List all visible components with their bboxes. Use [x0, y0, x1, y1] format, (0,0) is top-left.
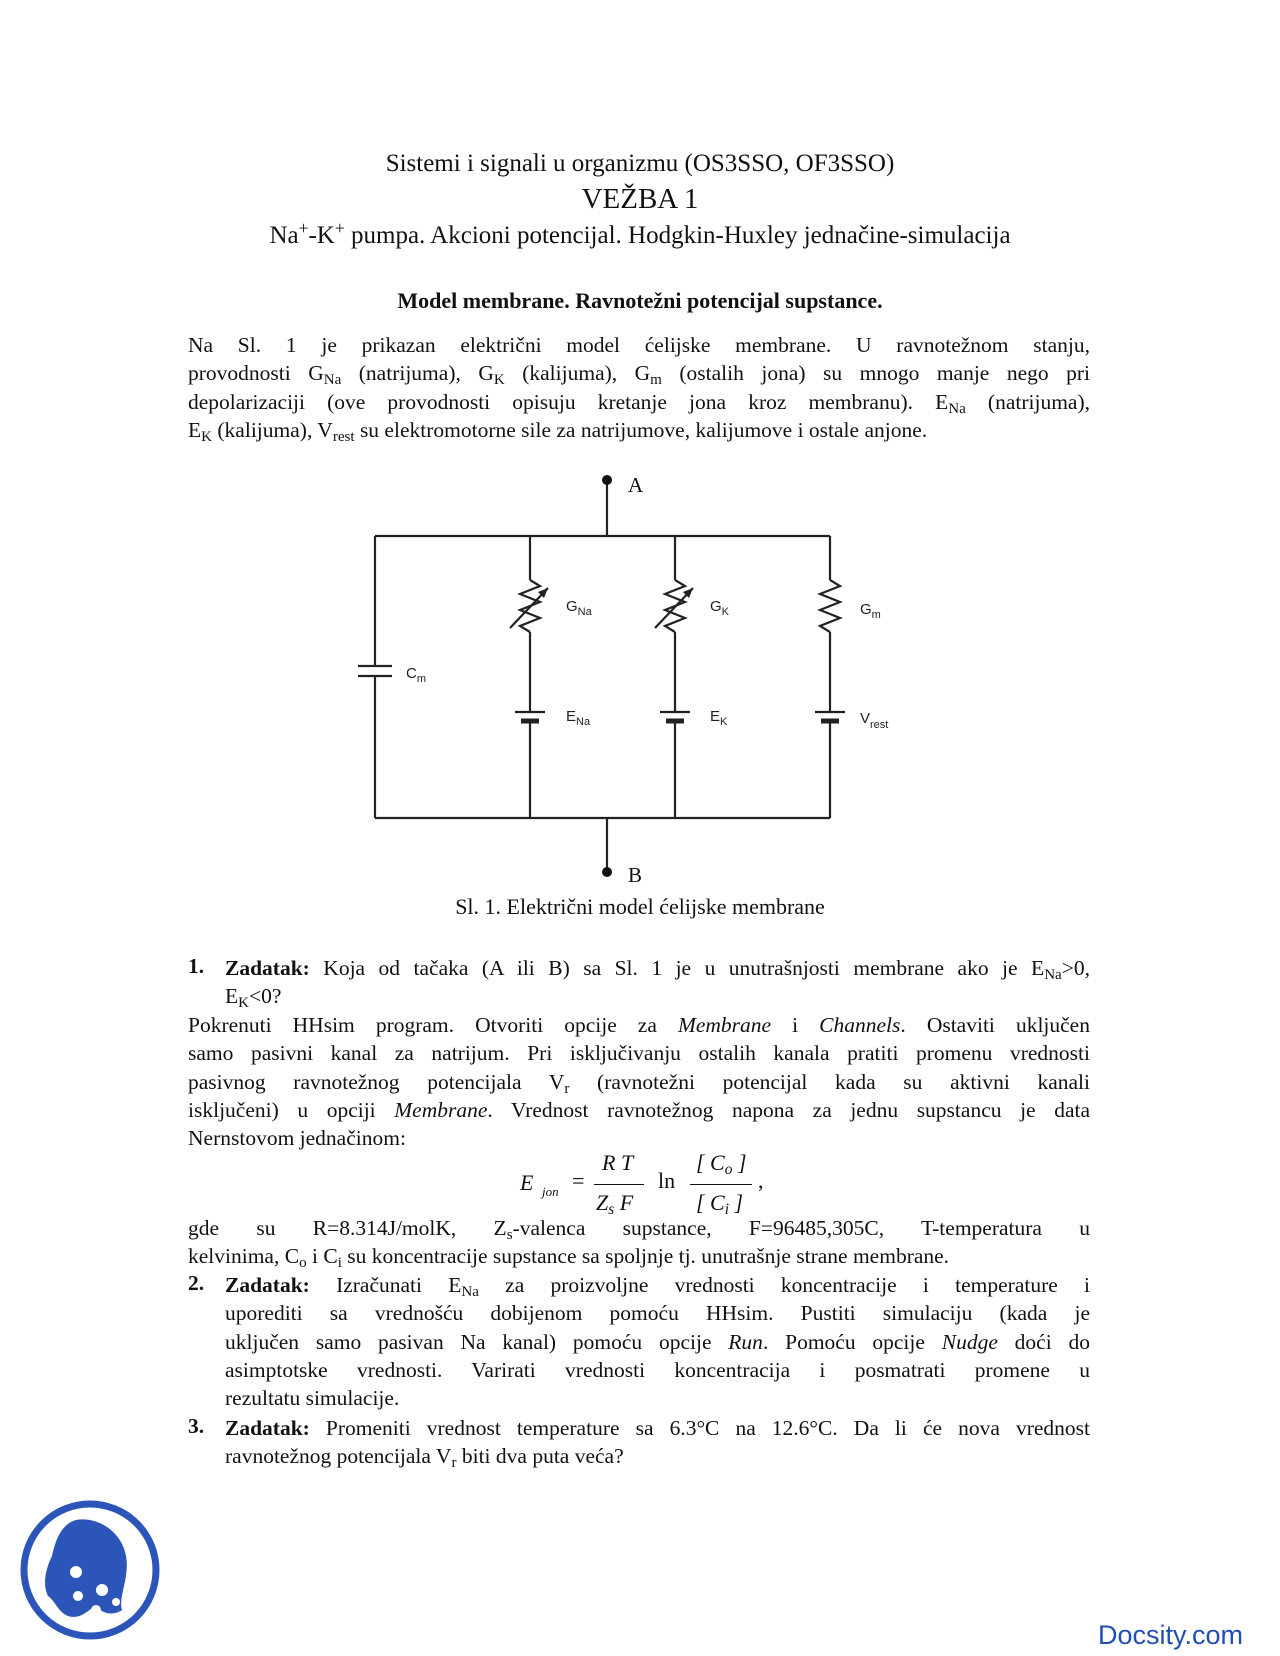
docsity-link[interactable]: Docsity.com [1098, 1620, 1244, 1650]
circuit-diagram [330, 470, 910, 895]
node-b-label: B [628, 863, 643, 887]
figure-caption: Sl. 1. Električni model ćelijske membrane [455, 894, 825, 919]
gm-label: $G_m$ [860, 601, 881, 621]
exercise-subtitle: Na+-K+ pumpa. Akcioni potencijal. Hodgkin-Huxley jednačine-simulacija [269, 218, 1011, 249]
gk-label: $G_K$ [710, 598, 730, 618]
intro-paragraph: Na Sl. 1 je prikazan električni model ćelijske membrane. U ravnotežnom stanju, provodnosti $G_{Na}$ (natrijuma), $G_K$ (kalijuma), $G_m$ (ostalih jona) su mnogo manje nego pri depolarizaciji (ove provodnosti opisuju kretanje jona kroz membranu). $E_{Na}$ (natrijuma), $E_K$ (kalijuma), $V_{rest}$ su elektromotorne sile za natrijumove, kalijumove i ostale anjone. [188, 333, 1090, 445]
ena-label: $E_{Na}$ [566, 708, 591, 728]
ek-label: $E_K$ [710, 708, 728, 728]
task1-number: 1. [188, 954, 205, 978]
resistor-gm [820, 580, 840, 632]
gna-label: $G_{Na}$ [566, 598, 592, 618]
task2-text: Zadatak: Izračunati $E_{Na}$ za proizvoljne vrednosti koncentracije i temperature i uporediti sa vrednošću dobijenom pomoću HHsim. Pustiti simulaciju (kada je uključen samo pasivan Na kanal) pomoću opcije Run. Pomoću opcije Nudge doći do asimptotske vrednosti. Varirati vrednosti koncentracija i posmatrati promene u rezultatu simulacije. [225, 1273, 1090, 1411]
task2-number: 2. [188, 1271, 205, 1295]
node-a-dot [602, 475, 612, 485]
task1-text: Zadatak: Koja od tačaka (A ili B) sa Sl. 1 je u unutrašnjosti membrane ako je $E_{Na}>0$, $E_K<0$? [225, 956, 1090, 1012]
exercise-title: VEŽBA 1 [581, 183, 699, 215]
course-title: Sistemi i signali u organizmu (OS3SSO, OF3SSO) [385, 150, 895, 177]
simulation-paragraph: Pokrenuti HHsim program. Otvoriti opcije za Membrane i Channels. Ostaviti uključen samo pasivni kanal za natrijum. Pri isključivanju ostalih kanala pratiti promenu vrednosti pasivnog ravnotežnog potencijala $V_r$ (ravnotežni potencijal kada su aktivni kanali isključeni) u opciji Membrane. Vrednost ravnotežnog napona za jednu supstancu je data Nernstovom jednačinom: [188, 1013, 1090, 1151]
task3-text: Zadatak: Promeniti vrednost temperature sa 6.3°C na 12.6°C. Da li će nova vrednost ravnotežnog potencijala $V_r$ biti dva puta veća? [225, 1416, 1090, 1472]
docsity-logo[interactable] [18, 1498, 162, 1642]
cm-label: $C_m$ [406, 665, 427, 685]
nernst-formula: E jon = R T $Z_s$ F ln [ $C_o$ ] [ $C_i$ ] , [520, 1150, 764, 1218]
vrest-label: $V_{rest}$ [860, 710, 889, 731]
node-b-dot [602, 867, 612, 877]
task3-number: 3. [188, 1414, 205, 1438]
section-heading: Model membrane. Ravnotežni potencijal supstance. [397, 288, 883, 313]
constants-paragraph: gde su R=8.314J/molK, $Z_s$-valenca supstance, F=96485,305C, T-temperatura u kelvinima, $C_o$ i $C_i$ su koncentracije supstance sa spoljnje tj. unutrašnje strane membrane. [188, 1216, 1091, 1272]
node-a-label: A [628, 473, 644, 497]
